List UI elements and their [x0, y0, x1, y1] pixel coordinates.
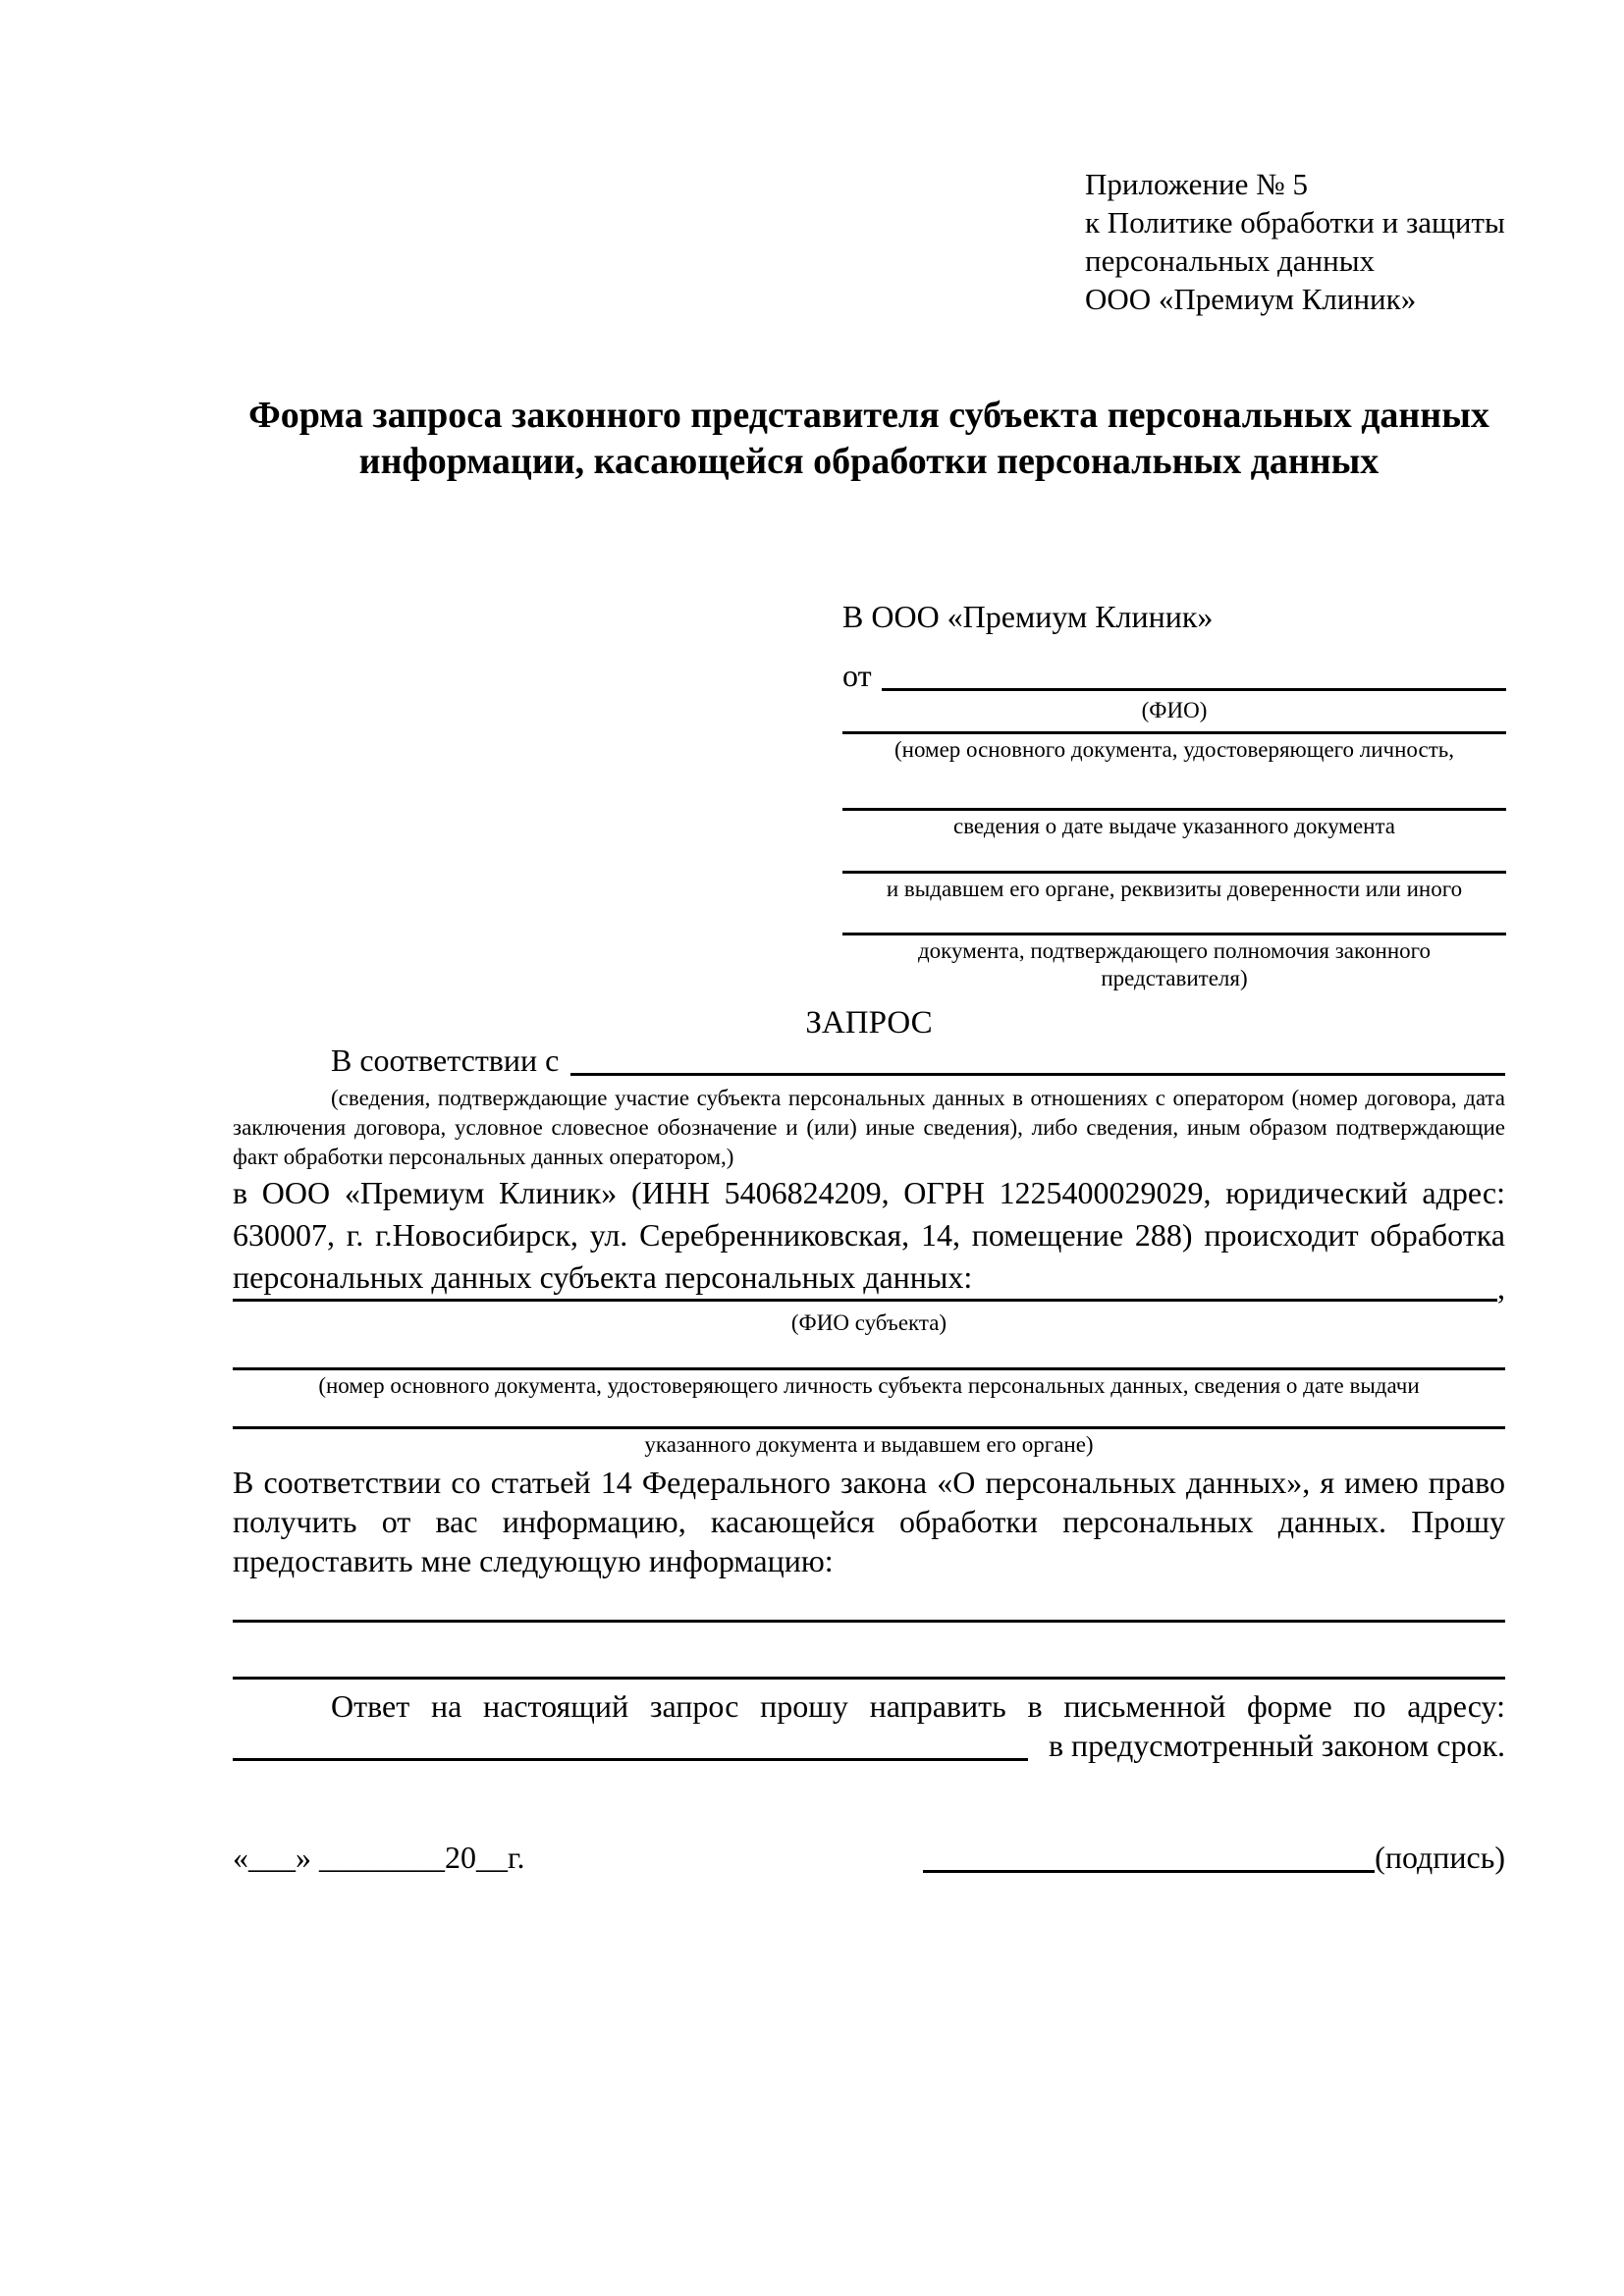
operator-paragraph: в ООО «Премиум Клиник» (ИНН 5406824209, ОГРН 1225400029029, юридический адрес: 630007, г. г.Новосибирск, ул. Серебренниковская, 14, помещение 288) происходит обработка персональных данных субъекта персональных данных:: [233, 1175, 1505, 1295]
intro-label: В соответствии с: [331, 1042, 560, 1078]
from-label: от: [842, 658, 872, 693]
subject-fio-caption: (ФИО субъекта): [790, 1310, 947, 1335]
appendix-header: [1085, 165, 1507, 318]
reply-address-fill-line: [233, 1758, 1028, 1761]
info-fill-line-2: [233, 1677, 1505, 1680]
appendix-policy-line2: персональных данных: [1085, 243, 1376, 278]
intro-fill-line: [570, 1073, 1505, 1076]
subject-fio-comma: ,: [1497, 1270, 1505, 1306]
doc-number-caption: (номер основного документа, удостоверяющего личность,: [842, 731, 1506, 764]
addressee-company: В ООО «Премиум Клиник»: [842, 599, 1214, 634]
document-title: [233, 393, 1505, 485]
doc-authority-caption: документа, подтверждающего полномочия законного представителя): [842, 933, 1506, 992]
addressee-block: [842, 597, 1506, 992]
appendix-number: Приложение № 5: [1085, 167, 1308, 201]
doc-issue-date-caption: сведения о дате выдаче указанного документа: [842, 808, 1506, 840]
fio-fill-line: [882, 688, 1506, 691]
intro-note: (сведения, подтверждающие участие субъекта персональных данных в отношениях с оператором (номер договора, дата заключения договора, условное словесное обозначение и (или) иные сведения), либо сведения, иным образом подтверждающие факт обработки персональных данных оператором,): [233, 1086, 1505, 1169]
signature-caption: (подпись): [1375, 1840, 1505, 1875]
reply-address-row: [233, 1726, 1505, 1765]
subject-fio-row: [233, 1270, 1505, 1306]
reply-paragraph: Ответ на настоящий запрос прошу направить в письменной форме по адресу:: [331, 1688, 1505, 1724]
law-paragraph: В соответствии со статьей 14 Федерального закона «О персональных данных», я имею право получить от вас информацию, касающейся обработки персональных данных. Прошу предоставить мне следующую информацию:: [233, 1465, 1505, 1578]
appendix-company: ООО «Премиум Клиник»: [1085, 282, 1417, 316]
subject-fio-fill-line: [233, 1299, 1497, 1302]
signature-row: [233, 1838, 1505, 1877]
subject-doc-caption: (номер основного документа, удостоверяющего личность субъекта персональных данных, сведения о дате выдачи: [233, 1367, 1505, 1400]
doc-issuer-caption: и выдавшем его органе, реквизиты доверенности или иного: [842, 871, 1506, 903]
reply-tail-text: в предусмотренный законом срок.: [1048, 1728, 1505, 1763]
addressee-from-row: [842, 656, 1506, 695]
date-blank: «___» ________20__г.: [233, 1840, 525, 1875]
document-title-line2: информации, касающейся обработки персональных данных: [358, 441, 1380, 482]
appendix-policy-line: к Политике обработки и защиты: [1085, 205, 1505, 240]
document-title-line1: Форма запроса законного представителя субъекта персональных данных: [248, 395, 1489, 436]
subject-doc-issuer-caption: указанного документа и выдавшем его органе): [233, 1426, 1505, 1459]
fio-caption: (ФИО): [1141, 698, 1208, 722]
info-fill-line-1: [233, 1620, 1505, 1623]
request-intro-row: [233, 1041, 1505, 1080]
request-heading: ЗАПРОС: [805, 1005, 933, 1041]
signature-fill-line: [923, 1870, 1375, 1873]
signature-area: [923, 1838, 1505, 1877]
